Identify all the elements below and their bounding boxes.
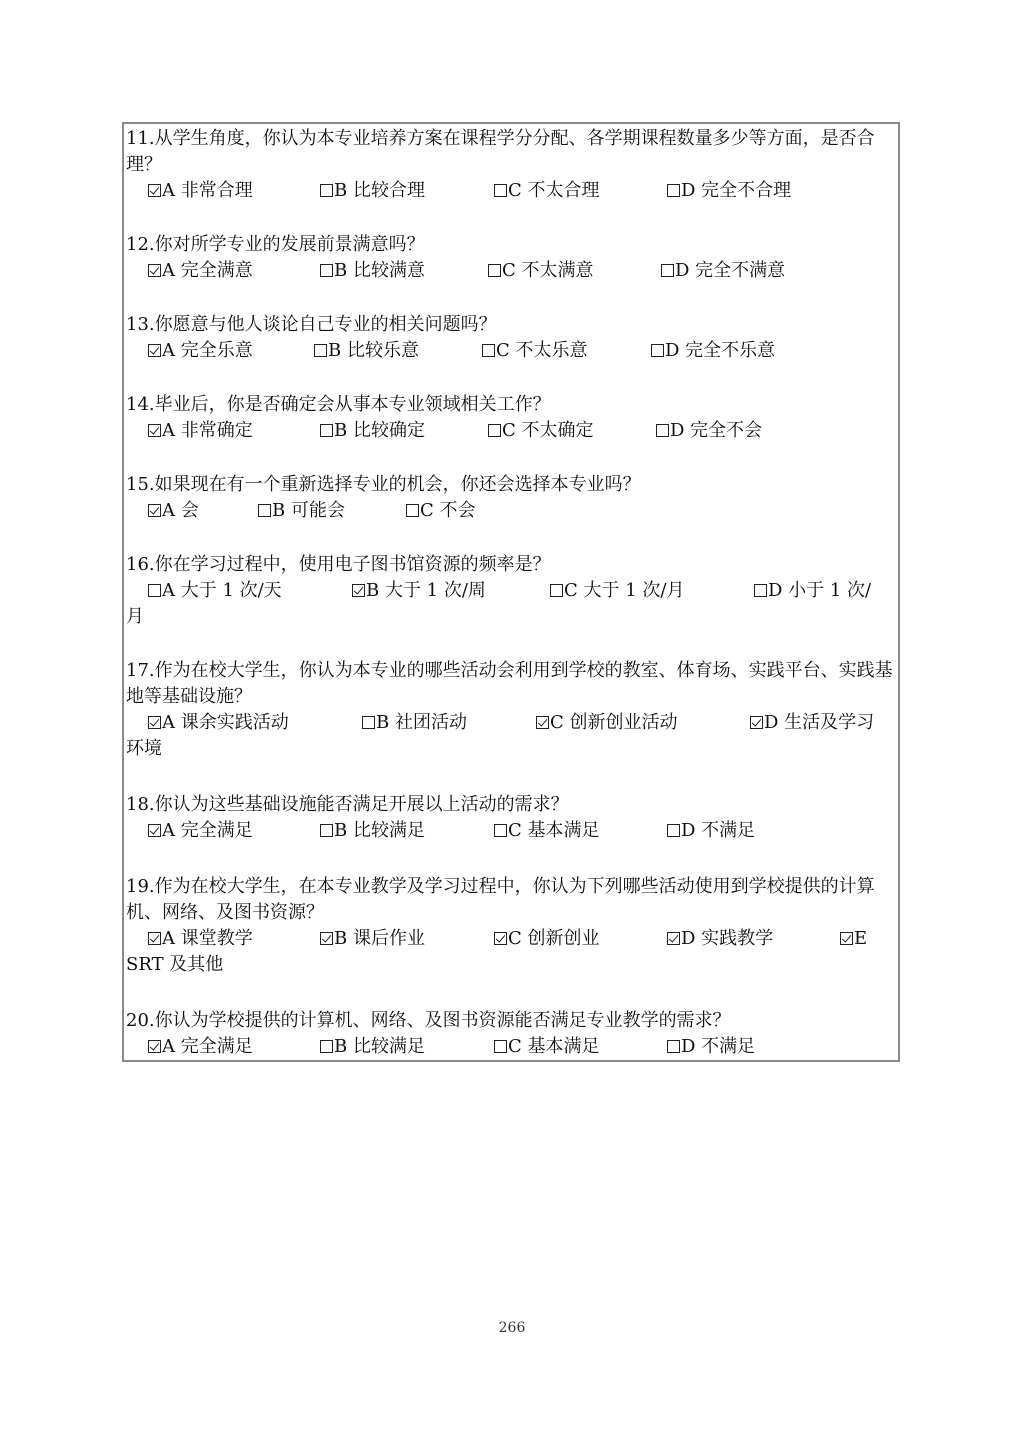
checkbox-icon[interactable] [320, 424, 333, 437]
question-14-options [124, 418, 900, 444]
question-16 [124, 552, 900, 630]
question-15-options [124, 498, 900, 524]
option-16-b[interactable]: B 大于 1 次/周 [352, 578, 486, 604]
question-14-text: 14.毕业后，你是否确定会从事本专业领域相关工作？ [126, 394, 551, 415]
checkbox-icon[interactable] [667, 824, 680, 837]
question-17 [124, 658, 900, 762]
option-12-d[interactable]: D 完全不满意 [661, 258, 785, 284]
option-11-c[interactable]: C 不太合理 [494, 178, 600, 204]
option-16-c[interactable]: C 大于 1 次/月 [550, 578, 684, 604]
question-12 [124, 232, 900, 284]
question-13-text: 13.你愿意与他人谈论自己专业的相关问题吗？ [126, 314, 497, 335]
option-14-c[interactable]: C 不太确定 [488, 418, 594, 444]
checkbox-icon[interactable] [406, 504, 419, 517]
checkbox-checked-icon[interactable] [536, 716, 549, 729]
option-20-c[interactable]: C 基本满足 [494, 1034, 600, 1060]
option-19-a[interactable]: A 课堂教学 [148, 926, 253, 952]
checkbox-icon[interactable] [494, 1040, 507, 1053]
checkbox-icon[interactable] [661, 264, 674, 277]
question-20 [124, 1008, 900, 1060]
option-16-d[interactable]: D 小于 1 次/ [754, 578, 871, 604]
option-13-b[interactable]: B 比较乐意 [314, 338, 419, 364]
option-15-b[interactable]: B 可能会 [258, 498, 345, 524]
question-13-options [124, 338, 900, 364]
option-15-a[interactable]: A 会 [148, 498, 199, 524]
checkbox-icon[interactable] [494, 824, 507, 837]
question-11 [124, 126, 900, 204]
question-19-option-wrap: SRT 及其他 [126, 954, 224, 975]
checkbox-checked-icon[interactable] [320, 932, 333, 945]
question-12-options [124, 258, 900, 284]
checkbox-icon[interactable] [320, 1040, 333, 1053]
questionnaire-frame [122, 122, 900, 1062]
option-14-b[interactable]: B 比较确定 [320, 418, 425, 444]
checkbox-checked-icon[interactable] [352, 584, 365, 597]
option-11-b[interactable]: B 比较合理 [320, 178, 425, 204]
question-19-options [124, 926, 900, 952]
page-number: 266 [498, 1320, 526, 1336]
question-17-text: 17.作为在校大学生，你认为本专业的哪些活动会利用到学校的教室、体育场、实践平台、实践基地等基础设施？ [126, 660, 893, 707]
checkbox-icon[interactable] [550, 584, 563, 597]
option-17-d[interactable]: D 生活及学习 [750, 710, 874, 736]
question-11-text: 11.从学生角度，你认为本专业培养方案在课程学分分配、各学期课程数量多少等方面，是否合理？ [126, 128, 875, 175]
option-16-a[interactable]: A 大于 1 次/天 [148, 578, 282, 604]
checkbox-icon[interactable] [320, 264, 333, 277]
checkbox-checked-icon[interactable] [494, 932, 507, 945]
option-19-b[interactable]: B 课后作业 [320, 926, 425, 952]
question-18-text: 18.你认为这些基础设施能否满足开展以上活动的需求？ [126, 794, 569, 815]
checkbox-checked-icon[interactable] [148, 824, 161, 837]
option-13-c[interactable]: C 不太乐意 [482, 338, 588, 364]
checkbox-checked-icon[interactable] [148, 716, 161, 729]
checkbox-icon[interactable] [482, 344, 495, 357]
question-17-option-wrap: 环境 [126, 738, 162, 759]
question-11-options [124, 178, 900, 204]
question-16-options [124, 578, 900, 604]
checkbox-icon[interactable] [320, 184, 333, 197]
checkbox-icon[interactable] [148, 584, 161, 597]
option-19-c[interactable]: C 创新创业 [494, 926, 600, 952]
checkbox-icon[interactable] [667, 1040, 680, 1053]
option-19-e[interactable]: E [840, 926, 867, 952]
question-15 [124, 472, 900, 524]
option-19-d[interactable]: D 实践教学 [667, 926, 773, 952]
checkbox-checked-icon[interactable] [148, 184, 161, 197]
checkbox-checked-icon[interactable] [148, 504, 161, 517]
question-12-text: 12.你对所学专业的发展前景满意吗？ [126, 234, 425, 255]
option-13-a[interactable]: A 完全乐意 [148, 338, 253, 364]
question-19 [124, 874, 900, 978]
question-14 [124, 392, 900, 444]
checkbox-checked-icon[interactable] [148, 424, 161, 437]
option-18-b[interactable]: B 比较满足 [320, 818, 425, 844]
checkbox-icon[interactable] [667, 184, 680, 197]
option-18-c[interactable]: C 基本满足 [494, 818, 600, 844]
option-12-b[interactable]: B 比较满意 [320, 258, 425, 284]
question-17-options [124, 710, 900, 736]
checkbox-icon[interactable] [314, 344, 327, 357]
option-20-d[interactable]: D 不满足 [667, 1034, 755, 1060]
question-16-option-wrap: 月 [126, 606, 144, 627]
checkbox-icon[interactable] [494, 184, 507, 197]
checkbox-checked-icon[interactable] [148, 1040, 161, 1053]
question-16-text: 16.你在学习过程中，使用电子图书馆资源的频率是？ [126, 554, 551, 575]
checkbox-checked-icon[interactable] [148, 264, 161, 277]
checkbox-icon[interactable] [362, 716, 375, 729]
checkbox-icon[interactable] [258, 504, 271, 517]
option-15-c[interactable]: C 不会 [406, 498, 476, 524]
option-12-a[interactable]: A 完全满意 [148, 258, 253, 284]
checkbox-checked-icon[interactable] [667, 932, 680, 945]
question-15-text: 15.如果现在有一个重新选择专业的机会，你还会选择本专业吗？ [126, 474, 641, 495]
checkbox-checked-icon[interactable] [148, 932, 161, 945]
option-13-d[interactable]: D 完全不乐意 [651, 338, 775, 364]
option-14-d[interactable]: D 完全不会 [656, 418, 762, 444]
option-18-a[interactable]: A 完全满足 [148, 818, 253, 844]
checkbox-icon[interactable] [320, 824, 333, 837]
option-12-c[interactable]: C 不太满意 [488, 258, 594, 284]
option-17-a[interactable]: A 课余实践活动 [148, 710, 289, 736]
option-17-b[interactable]: B 社团活动 [362, 710, 467, 736]
question-13 [124, 312, 900, 364]
checkbox-icon[interactable] [656, 424, 669, 437]
option-20-b[interactable]: B 比较满足 [320, 1034, 425, 1060]
question-20-text: 20.你认为学校提供的计算机、网络、及图书资源能否满足专业教学的需求？ [126, 1010, 731, 1031]
option-11-a[interactable]: A 非常合理 [148, 178, 253, 204]
option-20-a[interactable]: A 完全满足 [148, 1034, 253, 1060]
checkbox-checked-icon[interactable] [840, 932, 853, 945]
question-19-text: 19.作为在校大学生，在本专业教学及学习过程中，你认为下列哪些活动使用到学校提供的计算机、网络、及图书资源？ [126, 876, 875, 923]
question-18-options [124, 818, 900, 844]
checkbox-icon[interactable] [651, 344, 664, 357]
checkbox-icon[interactable] [488, 424, 501, 437]
checkbox-checked-icon[interactable] [750, 716, 763, 729]
checkbox-checked-icon[interactable] [148, 344, 161, 357]
option-14-a[interactable]: A 非常确定 [148, 418, 253, 444]
option-18-d[interactable]: D 不满足 [667, 818, 755, 844]
option-11-d[interactable]: D 完全不合理 [667, 178, 791, 204]
question-18 [124, 792, 900, 844]
option-17-c[interactable]: C 创新创业活动 [536, 710, 678, 736]
checkbox-icon[interactable] [754, 584, 767, 597]
checkbox-icon[interactable] [488, 264, 501, 277]
question-20-options [124, 1034, 900, 1060]
